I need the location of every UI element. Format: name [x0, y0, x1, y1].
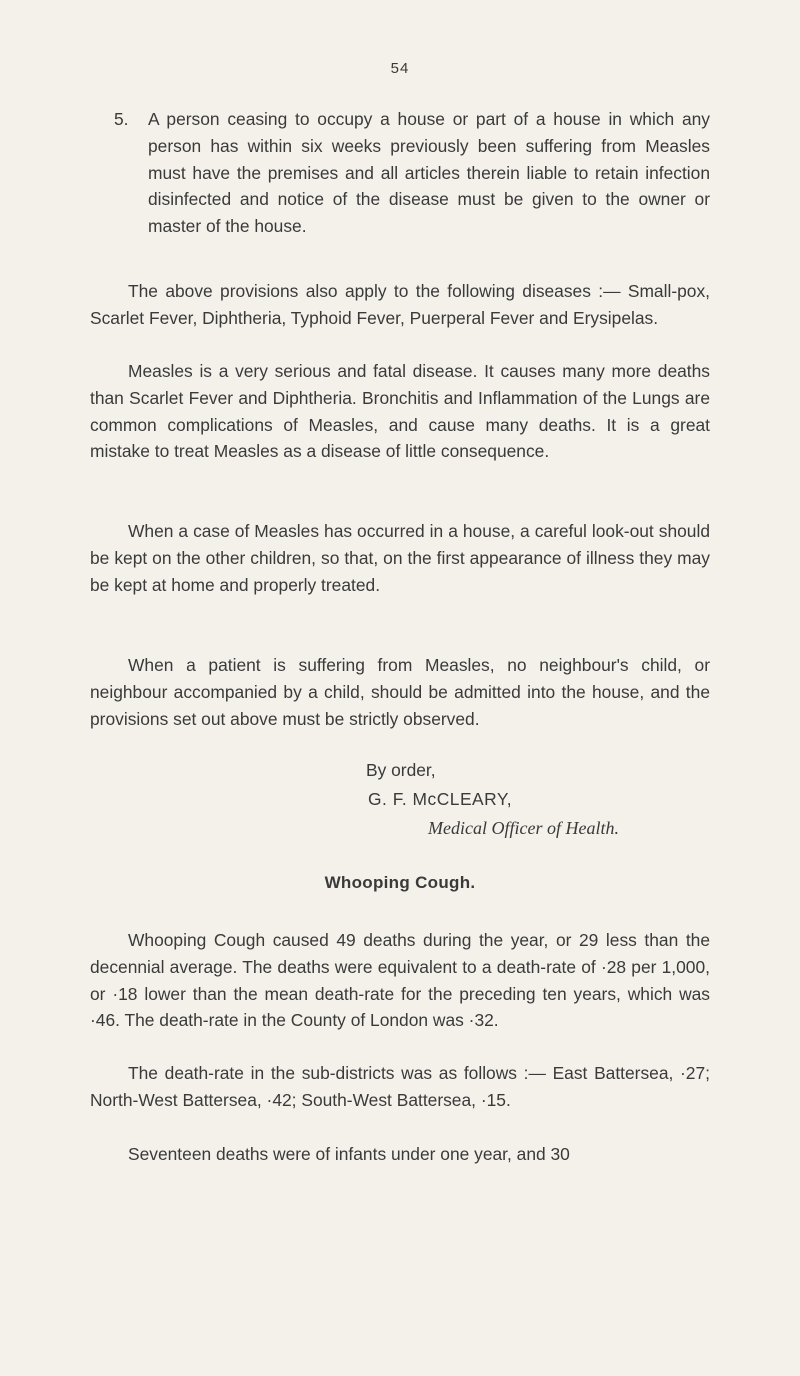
- signature-title: Medical Officer of Health.: [428, 818, 619, 838]
- section-heading: Whooping Cough.: [324, 873, 476, 892]
- paragraph-infants: Seventeen deaths were of infants under one year, and 30: [128, 1144, 570, 1164]
- paragraph-whooping-deaths: Whooping Cough caused 49 deaths during the year, or 29 less than the decennial average. The deaths were equivalent to a death-rate of ·28 per 1,000, or ·18 lower than the mean death-rate for the preceding ten years, which was ·46. The death-rate in the County of London was ·32.: [90, 930, 710, 1031]
- item-number: 5.: [114, 109, 129, 129]
- page-number: 54: [390, 60, 410, 77]
- signature-name: G. F. McCLEARY,: [368, 789, 513, 809]
- paragraph-neighbour: When a patient is suffering from Measles, no neighbour's child, or neighbour accompanied by a child, should be admitted into the house, and the provisions set out above must be strictly observed.: [90, 655, 710, 729]
- paragraph-subdistricts: The death-rate in the sub-districts was as follows :— East Battersea, ·27; North-West Battersea, ·42; South-West Battersea, ·15.: [90, 1063, 710, 1110]
- paragraph-measles-serious: Measles is a very serious and fatal disease. It causes many more deaths than Scarlet Fever and Diphtheria. Bronchitis and Inflammation of the Lungs are common complications of Measles, and cause many deaths. It is a great mistake to treat Measles as a disease of little consequence.: [90, 361, 710, 462]
- numbered-item-5: [114, 106, 710, 240]
- signature-by-order: By order,: [366, 760, 436, 780]
- paragraph-lookout: When a case of Measles has occurred in a house, a careful look-out should be kept on the other children, so that, on the first appearance of illness they may be kept at home and properly treated.: [90, 521, 710, 595]
- paragraph-provisions: The above provisions also apply to the following diseases :— Small-pox, Scarlet Fever, Diphtheria, Typhoid Fever, Puerperal Fever and Erysipelas.: [90, 281, 710, 328]
- item-text: A person ceasing to occupy a house or part of a house in which any person has within six weeks previously been suffering from Measles must have the premises and all articles therein liable to retain infection disinfected and notice of the disease must be given to the owner or master of the house.: [148, 109, 710, 237]
